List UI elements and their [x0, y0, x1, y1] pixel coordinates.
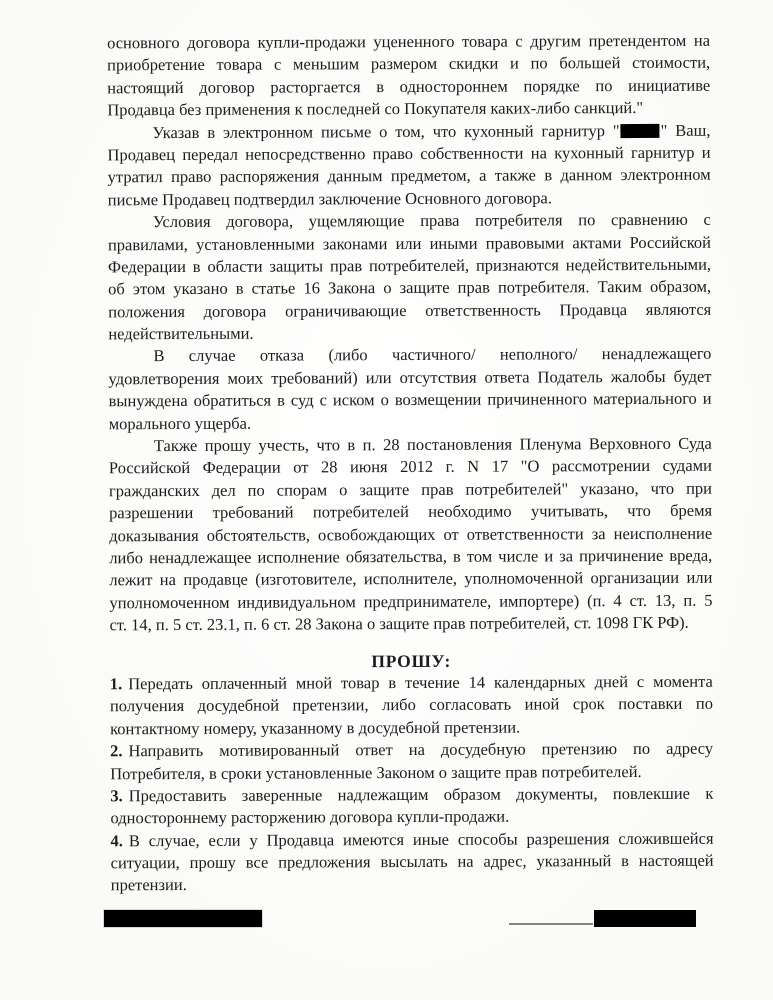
text-line: 3. Предоставить заверенные надлежащим образом документы, повлекшие к — [110, 783, 714, 806]
text-line: недействительными. — [108, 323, 254, 344]
text-line: либо ненадлежащее исполнение обязательства, в том числе и за причинение вреда, — [109, 545, 713, 568]
text-line: гражданских дел по спорам о защите прав потребителей" указано, что при — [108, 478, 713, 501]
page-content — [107, 30, 714, 897]
text-line: основного договора купли-продажи уцененного товара с другим претендентом на — [107, 30, 711, 53]
demand-number: 1. — [109, 674, 123, 694]
text-line: 2. Направить мотивированный ответ на досудебную претензию по адресу — [110, 738, 714, 761]
paragraph — [109, 433, 713, 637]
demand-item — [110, 827, 713, 897]
inline-redaction-box — [621, 123, 660, 137]
demand-number: 4. — [110, 830, 123, 850]
footer-redaction-left — [104, 910, 262, 927]
text-line: приобретение товара с меньшим размером скидки и по большей стоимости, — [107, 53, 711, 75]
text-line: вынуждена обратиться в суд с иском о возмещении причиненного материального и — [108, 388, 712, 411]
text-line: утратил право распоряжения данным предметом, а также в данном электронном — [107, 165, 711, 187]
text-line: претензии. — [110, 875, 187, 895]
paragraph — [108, 343, 711, 435]
text-line: Продавец передал непосредственно право собственности на кухонный гарнитур и — [107, 142, 711, 165]
text-line: об этом указано в статье 16 Закона о защите прав потребителя. Таким образом, — [108, 276, 712, 299]
text-line: 4. В случае, если у Продавца имеются иные способы разрешения сложившейся — [110, 828, 714, 850]
text-line: Российской Федерации от 28 июня 2012 г. N 17 "О рассмотрении судами — [108, 456, 712, 478]
text-line: Указав в электронном письме о том, что кухонный гарнитур " " Ваш, — [152, 120, 711, 142]
demand-item — [110, 783, 713, 830]
paragraph — [107, 30, 710, 122]
text-line: письме Продавец подтвердил заключение Основного договора. — [107, 188, 552, 210]
text-line: одностороннему расторжению договора купли-продажи. — [110, 806, 510, 828]
text-line: ст. 14, п. 5 ст. 23.1, п. 6 ст. 28 Закона о защите прав потребителей, ст. 1098 ГК РФ). — [109, 612, 689, 635]
text-line: Продавца без применения к последней со Покупателя каких-либо санкций." — [107, 98, 644, 120]
paragraph — [107, 119, 710, 211]
paragraph — [108, 209, 712, 346]
demand-number: 2. — [110, 741, 123, 761]
demand-item — [110, 671, 713, 741]
text-line: удовлетворения моих требований) или отсутствия ответа Податель жалобы будет — [108, 366, 712, 389]
text-line: разрешении требований потребителей необходимо учитывать, что бремя — [109, 500, 713, 523]
text-line: В случае отказа (либо частичного/ неполного/ ненадлежащего — [153, 344, 712, 366]
text-line: Также прошу учесть, что в п. 28 постановления Пленума Верховного Суда — [153, 433, 712, 456]
text-line: доказывания обстоятельств, освобождающих от ответственности за неисполнение — [109, 523, 713, 545]
signature-line — [509, 923, 593, 925]
text-line: Потребителя, в сроки установленные Законом о защите прав потребителей. — [110, 761, 642, 783]
text-line: правилами, установленными законами или иными правовыми актами Российской — [107, 232, 711, 254]
text-line: настоящий договор расторгается в одностороннем порядке по инициативе — [107, 75, 711, 98]
prayer-heading: ПРОШУ: — [371, 650, 452, 671]
text-line: лежит на продавце (изготовителе, исполнителе, уполномоченной организации или — [109, 568, 713, 590]
text-line: контактному номеру, указанному в досудебной претензии. — [109, 717, 521, 739]
text-line: Федерации в области защиты прав потребителей, признаются недействительными, — [107, 254, 712, 277]
text-line: ситуации, прошу все предложения высылать на адрес, указанный в настоящей — [110, 850, 714, 873]
body-text — [107, 30, 713, 637]
demand-number: 3. — [110, 786, 123, 806]
demands-list — [110, 671, 714, 898]
text-line: морального ущерба. — [108, 413, 252, 433]
text-line: Условия договора, ущемляющие права потребителя по сравнению с — [152, 209, 711, 232]
demand-item — [110, 738, 713, 785]
text-line: положения договора ограничивающие ответственность Продавца являются — [108, 299, 712, 322]
text-line: уполномоченном индивидуальном предпринимателе, импортере) (п. 4 ст. 13, п. 5 — [109, 590, 713, 613]
text-line: получения досудебной претензии, либо согласовать иной срок поставки по — [109, 694, 713, 716]
footer-redaction-right — [594, 910, 696, 927]
text-line: 1. Передать оплаченный мной товар в течение 14 календарных дней с момента — [109, 671, 713, 694]
